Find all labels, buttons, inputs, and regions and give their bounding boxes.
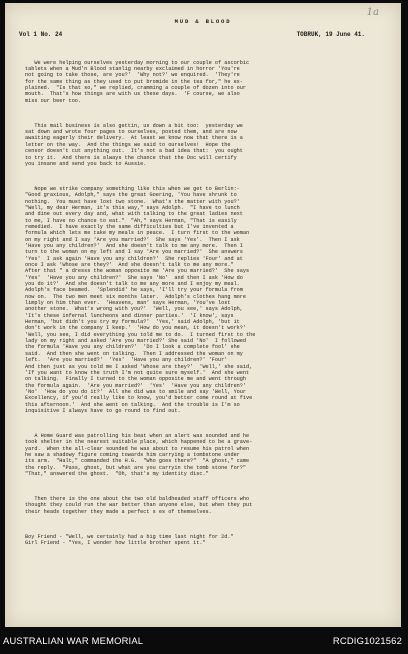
issue-line	[19, 31, 365, 38]
archive-footer	[0, 627, 408, 654]
article-body	[25, 47, 379, 565]
paragraph-boy-girl-joke: Boy Friend - "Well, we certainly had a big time last night for 2d." Girl Friend - "Yes, I wonder how little brother spent it."	[25, 533, 234, 547]
newsletter-title: MUD & BLOOD	[174, 18, 232, 25]
paragraph-berlin-story: Nope we strike company something like this when we get to Berlin:- "Good graxious, Adolph," says the great Goering, 'You have shrunk to nothing. You must have lost two stone. What's the matter with you?' "Well, my dear Herman, it's this way," says Adolph. "I have to lunch and dine out every day and, what with talking to the great ladies next to me, I have no chance to eat." "Ah," says Herman, "That is easily remedied. I have exactly the same difficulties but I've invented a formula which lets me take my meals in peace. I turn first to the woman on my right and I say 'Are you married?' She says 'Yes'. Then I ask 'Have you any children?' And she doesn't talk to me any more. Then I turn to the woman on my left and I say 'Are you married?' She answers 'Yes' I ask again 'Have you any children?' She replies 'Four' and at once I ask 'Whose are they?' And she doesn't talk to me any more." After that " a dresss the woman opposite me 'Are you married?' She says 'Yes' 'Have you any children?' She says 'No' and then I ask 'How do you do it?' And she doesn't talk to me any more and I enjoy my meal. Adolph's face beamed. 'Splendid' he says, 'I'll try your formula from now on. The two men meet six months later. Adolph's clothes hang more limply on him than ever. 'Heavens, man' says Herman, 'You've lost another stone. What's wrong with you?' 'Well, you see,' says Adolph, 'It's these infernal luncheons and dinner parties.' 'I know', says Herman, 'but didn't you try my formula?' 'Yes,' said Adolph, 'but it don't work in the company I keep.' 'How do you mean, it doesn't work?' 'Well, you see, I did everything you told me to do. I turned first to the lady on my right and asked 'Are you married?' She said 'No' I followed the formula 'Have you any children?' 'Do I look a complete fool' she said. And then she went on talking. Then I addressed the woman on my left. 'Are you married?' 'Yes' 'Have you any children?' 'Four' And then just as you told me I asked 'Whose are they?' 'Well,' she said, 'If you want to know the truth I'm not quite sure myself.' And she went on talking. Finally I turned to the woman opposite me and went through the formula again. 'Are you married?' 'Yes' 'Have you any children?' 'No' 'How do you do it?' All she did was to smile and say 'Well, Your Excellency, if you'd really like to know, you'd better come round at five this afternoon.' And she went on talking. And the trouble is I'm so inquisitive I always have to go round to find out.	[25, 185, 256, 414]
issue-number: Vol 1 No. 24	[19, 31, 63, 38]
paragraph-staff-officers: Then there is the one about the two old baldheaded staff officers who thought they could run the war better than anyone else, but when they put their heads together they made a perfect s es of themselves.	[25, 496, 253, 515]
paragraph-mail: This mail business is also gettin, us down a bit too: yesterday we sat down and wrote four pages to ourselves, posted them, and are now awaiting eagerly their delivery. At least we know now that there is a letter on the way. And the things we said to ourselves! Hope the censor doesn't cut anything out. It's not a bad idea that: you ought to try it. And there is always the chance that the Doc will certify you insane and send you back to Aussie.	[25, 122, 243, 167]
document-page	[5, 3, 401, 627]
paragraph-home-guard: A Home Guard was patrolling his beat when an alert was sounded and he took shelter in the nearest suitable place, which happened to be a grave- yard. When the all-clear sounded he was about to resume his patrol when he saw a shadowy figure coming towards him carrying a tombstone under its arm. "Halt," commanded the H.G. "Who goes there?" "A ghost," came the reply. "Pass, ghost, but what are you carryin the tomb stone for?" "That," answered the ghost. "Oh, that's my identity disc."	[25, 432, 253, 477]
dateline: TOBRUK, 19 June 41.	[296, 31, 365, 38]
archive-name: AUSTRALIAN WAR MEMORIAL	[3, 635, 144, 646]
archive-id: RCDIG1021562	[332, 635, 402, 646]
page-annotation: 1a	[366, 7, 379, 18]
paragraph-ascorbic: We were helping ourselves yesterday morning to our couple of ascorbic tablets when a Mud'n Blood stanlig nearby exclaimed in horror 'You're not going to take those, are you?' 'Why not?' we enquired. 'They're for the same thing as they used to put bromide in the tea for," he ex- plained. "Is that so," we replied, cramming a couple of dozen into our mouth. That's how things are with us these days. 'F course, we also miss our beer too.	[25, 59, 250, 104]
